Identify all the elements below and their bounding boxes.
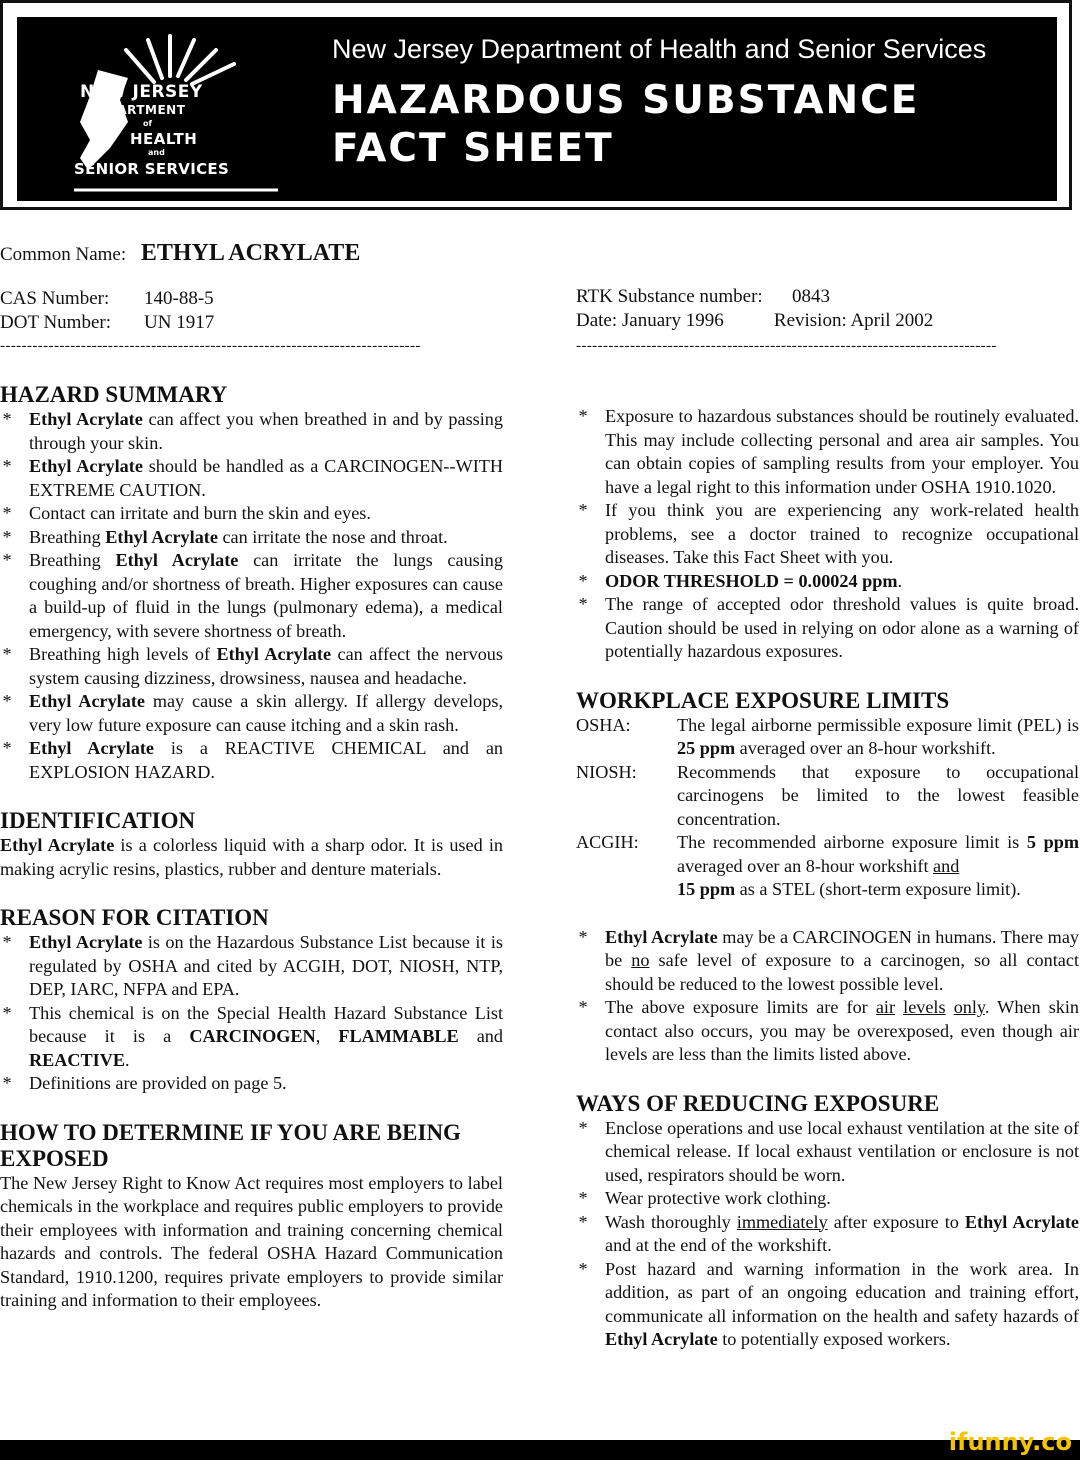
identification-text: Ethyl Acrylate is a colorless liquid with a sharp odor. It is used in making acrylic resins, plastics, rubber and denture materials.: [0, 835, 503, 879]
left-column: [0, 382, 503, 1313]
agency-name: New Jersey Department of Health and Senior Services: [332, 34, 987, 64]
dot-value: UN 1917: [144, 312, 215, 333]
list-item: * Breathing high levels of Ethyl Acrylate can affect the nervous system causing dizziness, drowsiness, nausea and headache.: [2, 644, 503, 688]
list-item: * Definitions are provided on page 5.: [2, 1073, 287, 1093]
osha-limit-row: OSHA: The legal airborne permissible exposure limit (PEL) is 25 ppm averaged over an 8-hour workshift.: [576, 714, 1079, 761]
logo-line-and: and: [148, 148, 165, 157]
common-name-value: ETHYL ACRYLATE: [140, 240, 361, 266]
divider-left: ------------------------------------------------------------------------------: [0, 338, 421, 354]
reason-heading: REASON FOR CITATION: [0, 905, 269, 930]
document-title-line2: FACT SHEET: [332, 126, 614, 171]
ifunny-watermark: ifunny.co: [948, 1428, 1072, 1456]
revision-label: Revision:: [773, 310, 847, 331]
rtk-value: 0843: [792, 286, 830, 307]
list-item: * Enclose operations and use local exhaust ventilation at the site of chemical release. If local exhaust ventilation or enclosure is not used, respirators should be worn.: [578, 1117, 1079, 1185]
list-item: * Ethyl Acrylate is on the Hazardous Substance List because it is regulated by OSHA and cited by ACGIH, DOT, NIOSH, NTP, DEP, IARC, NFPA and EPA.: [2, 932, 503, 999]
cas-label: CAS Number:: [0, 288, 110, 309]
common-name-label: Common Name:: [0, 244, 127, 265]
date-label: Date:: [576, 310, 618, 331]
list-item: * Breathing Ethyl Acrylate can irritate the nose and throat.: [2, 526, 448, 547]
how-to-text: The New Jersey Right to Know Act requires most employers to label chemicals in the workplace and requires public employers to provide their employees with information and training concerning chemical hazards and controls. The federal OSHA Hazard Communication Standard, 1910.1200, requires private employers to provide similar training and information to their employees.: [0, 1172, 503, 1310]
logo-line-new-jersey: NEW JERSEY: [80, 82, 203, 102]
odor-threshold: ODOR THRESHOLD = 0.00024 ppm: [605, 570, 898, 591]
list-item: * Ethyl Acrylate may cause a skin allergy. If allergy develops, very low future exposure can cause itching and a skin rash.: [2, 691, 503, 735]
logo-line-health: HEALTH: [130, 130, 198, 148]
list-item: * Contact can irritate and burn the skin and eyes.: [2, 503, 371, 523]
list-item: * Exposure to hazardous substances should be routinely evaluated. This may include collecting personal and area air samples. You can obtain copies of sampling results from your employer. You have a legal right to this information under OSHA 1910.1020.: [578, 406, 1079, 497]
acgih-limit-row: ACGIH: The recommended airborne exposure limit is 5 ppm averaged over an 8-hour workshift and 15 ppm as a STEL (short-term exposure limit).: [576, 831, 1079, 902]
niosh-limit-row: NIOSH: Recommends that exposure to occupational carcinogens be limited to the lowest feasible concentration.: [576, 761, 1079, 832]
list-item: * Post hazard and warning information in the work area. In addition, as part of an ongoing education and training effort, communicate all information on the health and safety hazards of Ethyl Acrylate to potentially exposed workers.: [578, 1258, 1079, 1349]
date-value: January 1996: [621, 310, 724, 331]
dot-label: DOT Number:: [0, 312, 111, 333]
right-column: [576, 405, 1079, 1352]
list-item: * Ethyl Acrylate can affect you when breathed in and by passing through your skin.: [2, 409, 503, 453]
list-item: * This chemical is on the Special Health Hazard Substance List because it is a CARCINOGEN, FLAMMABLE and REACTIVE.: [2, 1002, 503, 1070]
rtk-label: RTK Substance number:: [576, 286, 763, 307]
list-item: * Breathing Ethyl Acrylate can irritate the lungs causing coughing and/or shortness of breath. Higher exposures can cause a build-up of fluid in the lungs (pulmonary edema), a medical emergency, with severe shortness of breath.: [2, 550, 503, 641]
list-item: * The range of accepted odor threshold values is quite broad. Caution should be used in relying on odor alone as a warning of potentially hazardous exposures.: [578, 594, 1079, 661]
list-item: * The above exposure limits are for air levels only. When skin contact also occurs, you may be overexposed, even though air levels are less than the limits listed above.: [578, 997, 1080, 1064]
reducing-heading: WAYS OF REDUCING EXPOSURE: [576, 1090, 940, 1116]
acgih-label: ACGIH:: [576, 832, 639, 852]
limits-heading: WORKPLACE EXPOSURE LIMITS: [576, 687, 950, 713]
niosh-label: NIOSH:: [576, 761, 637, 782]
rtk-row: [576, 286, 830, 308]
hazard-summary-list: [0, 408, 503, 784]
hazard-summary-heading: HAZARD SUMMARY: [0, 382, 228, 407]
list-item: * ODOR THRESHOLD = 0.00024 ppm.: [578, 570, 903, 591]
list-item: * Wear protective work clothing.: [578, 1188, 831, 1208]
identification-heading: IDENTIFICATION: [0, 808, 196, 833]
document-title-line1: HAZARDOUS SUBSTANCE: [332, 78, 920, 123]
header-banner: [17, 17, 1057, 201]
exposure-notes-list: [576, 405, 1079, 664]
carcinogen-notes-list: [576, 926, 1079, 1067]
cas-row: [0, 288, 214, 310]
reason-list: [0, 931, 503, 1096]
list-item: * Wash thoroughly immediately after exposure to Ethyl Acrylate and at the end of the workshift.: [578, 1211, 1079, 1255]
logo-line-of: of: [143, 119, 152, 128]
divider-right: ------------------------------------------------------------------------------: [576, 338, 997, 354]
header-banner-frame: [0, 0, 1072, 210]
reducing-list: [576, 1117, 1079, 1352]
list-item: * Ethyl Acrylate may be a CARCINOGEN in humans. There may be no safe level of exposure to a carcinogen, so all contact should be reduced to the lowest possible level.: [578, 926, 1079, 994]
dot-row: [0, 312, 214, 334]
footer-bar: [0, 1428, 1080, 1460]
how-to-heading: HOW TO DETERMINE IF YOU ARE BEING EXPOSED: [0, 1119, 461, 1171]
osha-label: OSHA:: [576, 714, 631, 735]
common-name-row: [0, 240, 360, 267]
list-item: * If you think you are experiencing any work-related health problems, see a doctor trained to recognize occupational diseases. Take this Fact Sheet with you.: [578, 500, 1079, 567]
date-row: [576, 310, 933, 332]
revision-value: April 2002: [850, 310, 934, 331]
list-item: * Ethyl Acrylate should be handled as a CARCINOGEN--WITH EXTREME CAUTION.: [2, 456, 503, 500]
logo-line-department: DEPARTMENT: [90, 103, 186, 117]
cas-value: 140-88-5: [144, 288, 214, 309]
logo-line-senior-services: SENIOR SERVICES: [74, 160, 230, 178]
list-item: * Ethyl Acrylate is a REACTIVE CHEMICAL and an EXPLOSION HAZARD.: [2, 738, 503, 782]
